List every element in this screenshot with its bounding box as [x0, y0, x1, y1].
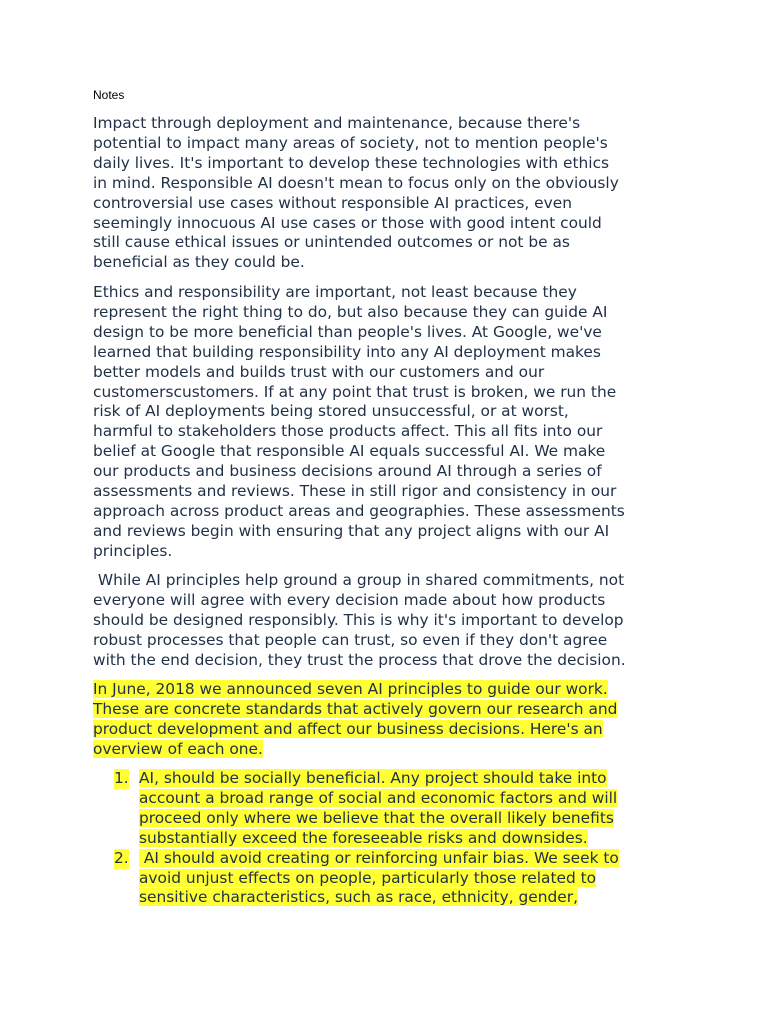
paragraph-4-highlighted: [93, 680, 693, 760]
paragraph-line: belief at Google that responsible AI equals successful AI. We make: [93, 442, 606, 461]
paragraph-line: While AI principles help ground a group in shared commitments, not: [93, 571, 625, 589]
list-line: substantially exceed the foreseeable risks and downsides.: [139, 828, 588, 847]
list-line: proceed only where we believe that the overall likely benefits: [139, 808, 614, 827]
list-number: 1.: [114, 769, 129, 787]
document-heading: Notes: [93, 88, 125, 102]
paragraph-line: still cause ethical issues or unintended outcomes or not be as: [93, 233, 570, 252]
paragraph-line: represent the right thing to do, but also because they can guide AI: [93, 302, 608, 321]
paragraph-line: In June, 2018 we announced seven AI principles to guide our work.: [93, 680, 608, 698]
paragraph-line: and reviews begin with ensuring that any project aligns with our AI: [93, 521, 610, 540]
paragraph-line: harmful to stakeholders those products affect. This all fits into our: [93, 422, 603, 441]
paragraph-line: beneficial as they could be.: [93, 253, 305, 272]
paragraph-line: Impact through deployment and maintenance, because there's: [93, 114, 581, 132]
paragraph-line: controversial use cases without responsible AI practices, even: [93, 193, 572, 212]
list-item: [93, 849, 713, 909]
paragraph-line: design to be more beneficial than people's lives. At Google, we've: [93, 322, 602, 341]
paragraph-line: principles.: [93, 541, 173, 560]
paragraph-line: risk of AI deployments being stored unsuccessful, or at worst,: [93, 402, 569, 421]
list-number: 2.: [114, 848, 129, 867]
principles-list: [93, 769, 713, 908]
paragraph-line: our products and business decisions around AI through a series of: [93, 462, 602, 481]
list-line: sensitive characteristics, such as race, ethnicity, gender,: [139, 888, 578, 907]
paragraph-line: should be designed responsibly. This is why it's important to develop: [93, 610, 624, 629]
list-line: AI, should be socially beneficial. Any project should take into: [139, 769, 607, 787]
paragraph-line: in mind. Responsible AI doesn't mean to focus only on the obviously: [93, 173, 619, 192]
paragraph-line: learned that building responsibility into any AI deployment makes: [93, 342, 601, 361]
paragraph-2: [93, 283, 693, 562]
list-line: AI should avoid creating or reinforcing unfair bias. We seek to: [139, 848, 619, 867]
list-line: avoid unjust effects on people, particularly those related to: [139, 868, 597, 887]
paragraph-line: with the end decision, they trust the process that drove the decision.: [93, 650, 626, 669]
paragraph-line: everyone will agree with every decision made about how products: [93, 590, 606, 609]
paragraph-1: [93, 114, 693, 273]
paragraph-line: better models and builds trust with our customers and our: [93, 362, 545, 381]
paragraph-line: assessments and reviews. These in still rigor and consistency in our: [93, 482, 617, 501]
paragraph-line: seemingly innocuous AI use cases or those with good intent could: [93, 213, 602, 232]
list-item: [93, 769, 713, 849]
paragraph-line: These are concrete standards that actively govern our research and: [93, 699, 618, 718]
paragraph-line: robust processes that people can trust, so even if they don't agree: [93, 630, 608, 649]
paragraph-line: daily lives. It's important to develop these technologies with ethics: [93, 153, 610, 172]
paragraph-line: overview of each one.: [93, 739, 263, 758]
paragraph-line: Ethics and responsibility are important, not least because they: [93, 283, 577, 301]
paragraph-3: [93, 571, 693, 671]
list-line: account a broad range of social and economic factors and will: [139, 788, 618, 807]
paragraph-line: product development and affect our business decisions. Here's an: [93, 719, 603, 738]
paragraph-line: approach across product areas and geographies. These assessments: [93, 501, 625, 520]
paragraph-line: potential to impact many areas of society, not to mention people's: [93, 133, 608, 152]
paragraph-line: customerscustomers. If at any point that trust is broken, we run the: [93, 382, 617, 401]
